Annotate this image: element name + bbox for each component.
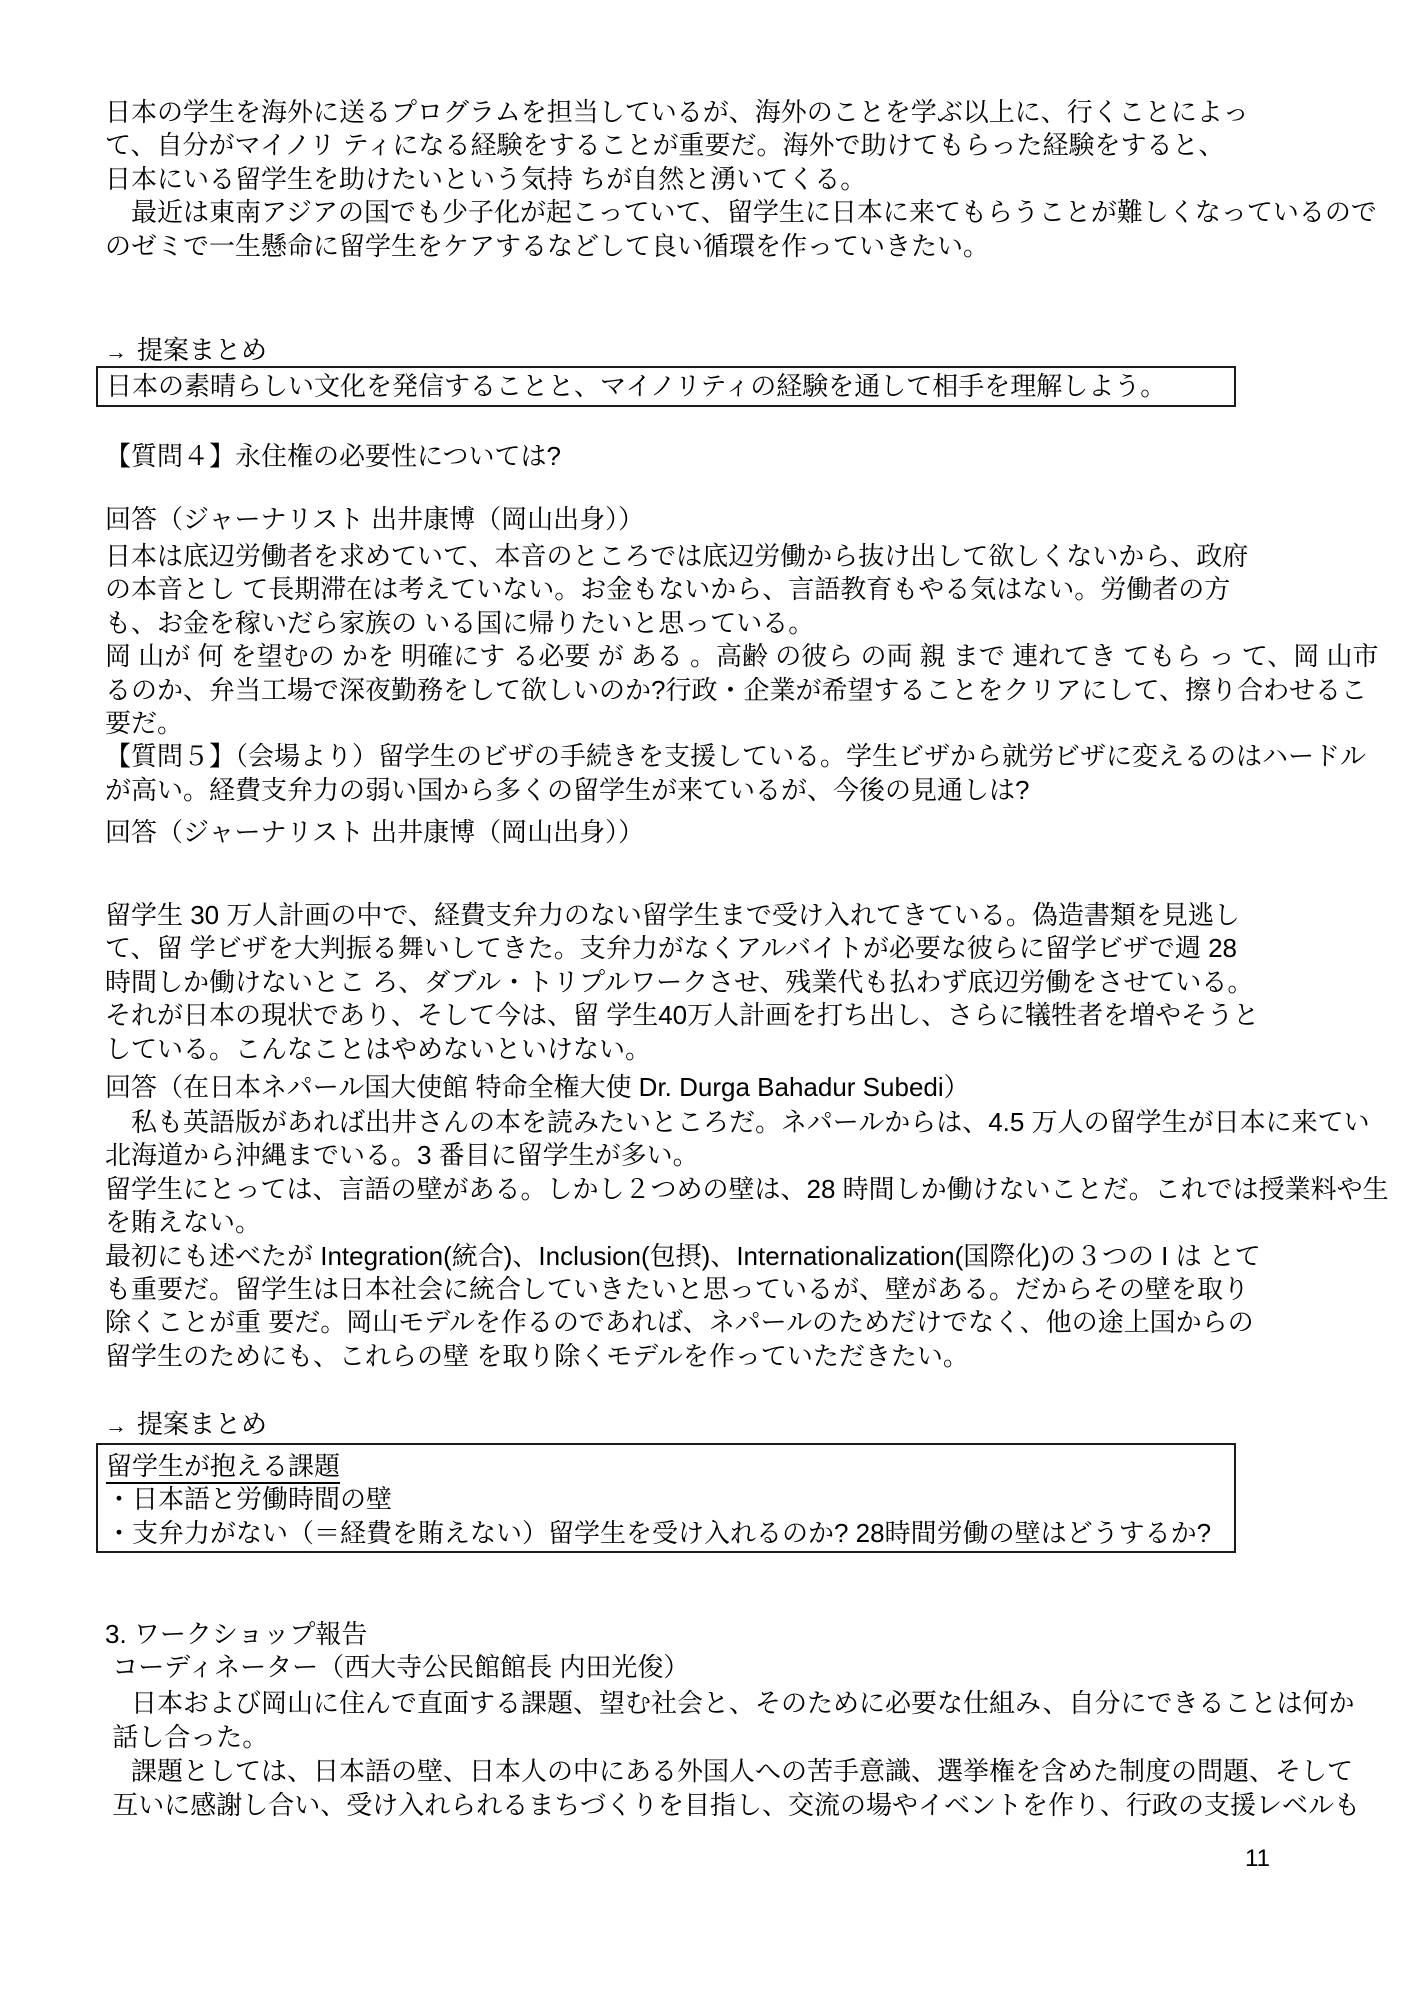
proposal-summary-box-1 (96, 366, 1236, 407)
text-line: 日本は底辺労働者を求めていて、本音のところでは底辺労働から抜け出して欲しくないから、政府 (105, 541, 1249, 571)
workshop-heading-text: 3. ワークショップ報告 (105, 1619, 368, 1649)
proposal-label-text: 提案まとめ (137, 335, 268, 365)
text-line: 留学生のためにも、これらの壁 を取り除くモデルを作っていただきたい。 (105, 1340, 969, 1371)
text-line: て、自分がマイノリ ティになる経験をすることが重要だ。海外で助けてもらった経験をすると、 (105, 130, 1225, 161)
proposal-summary-label-1 (105, 334, 267, 367)
box-item: ・支弁力がない（＝経費を賄えない）留学生を受け入れるのか? 28時間労働の壁はどうするか? (106, 1517, 1212, 1548)
paragraph-study-abroad (105, 96, 1377, 263)
answer-1-body (105, 540, 1379, 807)
text-line: が高い。経費支弁力の弱い国から多くの留学生が来ているが、今後の見通しは? (105, 774, 1030, 805)
text-line: も、お金を稼いだら家族の いる国に帰りたいと思っている。 (105, 607, 815, 638)
text-line: 北海道から沖縄までいる。3 番目に留学生が多い。 (105, 1140, 699, 1171)
workshop-heading (105, 1618, 367, 1651)
answer-2-speaker: 回答（ジャーナリスト 出井康博（岡山出身）） (105, 817, 645, 847)
answer-3-label (105, 1071, 970, 1104)
text-line: 要だ。 (105, 707, 184, 738)
page-number: 11 (1245, 1845, 1270, 1872)
text-line: 時間しか働けないとこ ろ、ダブル・トリプルワークさせ、残業代も払わず底辺労働をさせている。 (105, 966, 1254, 997)
answer-2-body (105, 899, 1259, 1066)
text-line: 互いに感謝し合い、受け入れられるまちづくりを目指し、交流の場やイベントを作り、行政の支援レベルも (105, 1790, 1360, 1820)
text-line: 日本にいる留学生を助けたいという気持 ちが自然と湧いてくる。 (105, 163, 867, 194)
text-line: 最初にも述べたが Integration(統合)、Inclusion(包摂)、Internationalization(国際化)の３つの I は とて (105, 1240, 1261, 1271)
proposal-box-text: 日本の素晴らしい文化を発信することと、マイノリティの経験を通して相手を理解しよう。 (106, 370, 1167, 401)
proposal-label-text: 提案まとめ (137, 1409, 268, 1439)
text-line: 課題としては、日本語の壁、日本人の中にある外国人への苦手意識、選挙権を含めた制度の問題、そして (105, 1756, 1354, 1786)
box-title-underlined: 留学生が抱える課題 (106, 1451, 340, 1484)
text-line: 話し合った。 (105, 1722, 269, 1752)
text-line: 【質問５】（会場より）留学生のビザの手続きを支援している。学生ビザから就労ビザに変えるのはハードル (105, 741, 1367, 772)
text-line: るのか、弁当工場で深夜勤務をして欲しいのか?行政・企業が希望することをクリアにして、擦り合わせるこ (105, 674, 1367, 705)
text-line: 最近は東南アジアの国でも少子化が起こっていて、留学生に日本に来てもらうことが難しくなっているので (105, 197, 1377, 228)
box-item: ・日本語と労働時間の壁 (106, 1484, 393, 1515)
arrow-icon: → (105, 1413, 127, 1438)
text-line: 日本および岡山に住んで直面する課題、望む社会と、そのために必要な仕組み、自分にできることは何か (105, 1688, 1355, 1718)
workshop-coordinator (105, 1651, 689, 1684)
text-line: 私も英語版があれば出井さんの本を読みたいところだ。ネパールからは、4.5 万人の留学生が日本に来てい (105, 1107, 1370, 1137)
answer-1-speaker: 回答（ジャーナリスト 出井康博（岡山出身）） (105, 504, 645, 534)
answer-2-label (105, 816, 644, 849)
text-line: 留学生 30 万人計画の中で、経費支弁力のない留学生まで受け入れてきている。偽造書類を見逃し (105, 900, 1240, 930)
text-line: のゼミで一生懸命に留学生をケアするなどして良い循環を作っていきたい。 (105, 230, 990, 261)
text-line: 岡 山が 何 を望むの かを 明確にす る必要 が ある 。高齢 の彼ら の両 親 まで 連れてき てもら っ て、岡 山市 (105, 641, 1379, 672)
text-line: している。こんなことはやめないといけない。 (105, 1033, 652, 1064)
answer-3-body (105, 1106, 1389, 1373)
question-4-heading (105, 440, 561, 473)
text-line: 留学生にとっては、言語の壁がある。しかし２つめの壁は、28 時間しか働けないことだ。これでは授業料や生 (105, 1173, 1389, 1204)
proposal-summary-box-2 (96, 1443, 1236, 1553)
text-line: の本音とし て長期滞在は考えていない。お金もないから、言語教育もやる気はない。労働者の方 (105, 574, 1231, 605)
arrow-icon: → (105, 339, 127, 364)
text-line: 日本の学生を海外に送るプログラムを担当しているが、海外のことを学ぶ以上に、行くことによっ (105, 97, 1249, 127)
answer-3-speaker: 回答（在日本ネパール国大使館 特命全権大使 Dr. Durga Bahadur Subedi） (105, 1072, 970, 1102)
box-title-line (98, 1450, 1234, 1483)
text-line: も重要だ。留学生は日本社会に統合していきたいと思っているが、壁がある。だからその壁を取り (105, 1273, 1250, 1304)
workshop-body (105, 1686, 1360, 1822)
text-line: て、留 学ビザを大判振る舞いしてきた。支弁力がなくアルバイトが必要な彼らに留学ビザで週 28 (105, 933, 1237, 964)
text-line: 除くことが重 要だ。岡山モデルを作るのであれば、ネパールのためだけでなく、他の途上国からの (105, 1307, 1254, 1338)
workshop-coordinator-text: コーディネーター（西大寺公民館館長 内田光俊） (105, 1652, 690, 1682)
question-4-text: 【質問４】永住権の必要性については? (105, 441, 561, 471)
proposal-summary-label-2 (105, 1408, 267, 1441)
text-line: を賄えない。 (105, 1207, 262, 1238)
text-line: それが日本の現状であり、そして今は、留 学生40万人計画を打ち出し、さらに犠牲者を増やそうと (105, 1000, 1260, 1031)
answer-1-label (105, 503, 644, 536)
